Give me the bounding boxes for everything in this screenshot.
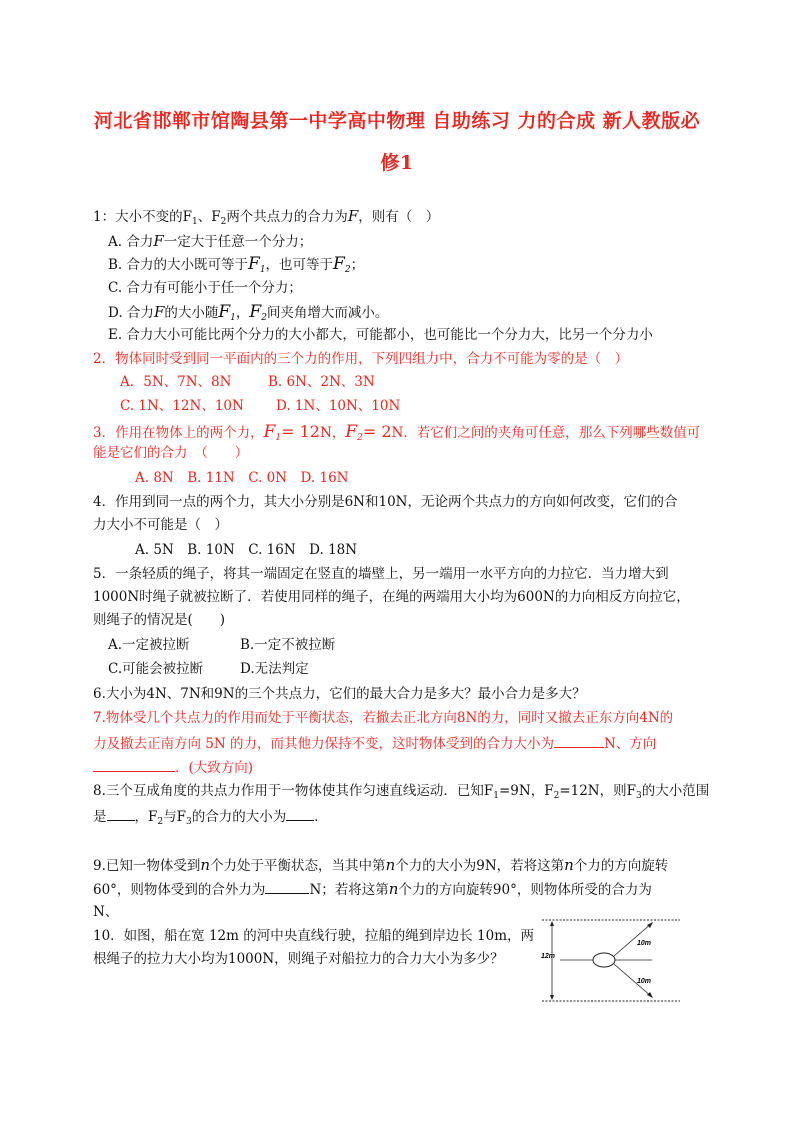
q4-options: A. 5N B. 10N C. 16N D. 18N — [135, 542, 358, 558]
q5-stem-cont2: 则绳子的情况是( ) — [93, 612, 226, 628]
q1-option-c: C. 合力有可能小于任一个分力； — [108, 280, 302, 296]
q9-stem-cont2: N、 — [93, 904, 119, 920]
q8-stem: 8.三个互成角度的共点力作用于一物体使其作匀速直线运动．已知$F_1=9N$，$F_2=12N$，则$F_3$的大小范围 — [93, 783, 710, 801]
q4-stem-cont: 力大小不可能是（ ） — [93, 517, 228, 533]
page-title-line2: 修1 — [380, 152, 414, 174]
answer-blank[interactable] — [93, 760, 175, 772]
q2-stem: 2．物体同时受到同一平面内的三个力的作用，下列四组力中，合力不可能为零的是（ ） — [93, 351, 629, 367]
q7-stem-cont2: ．(大致方向) — [93, 760, 253, 776]
q6-stem: 6.大小为4N、7N和9N的三个共点力，它们的最大合力是多大？最小合力是多大？ — [93, 686, 586, 702]
q1-option-d: D. 合力F的大小随$F_1$，$F_2$间夹角增大而减小。 — [108, 302, 389, 323]
q9-stem-cont: 60°，则物体受到的合外力为 N；若将这第n个力的方向旋转90°，则物体所受的合力为 — [93, 880, 652, 898]
q3-options: A. 8N B. 11N C. 0N D. 16N — [135, 470, 349, 486]
q5-stem: 5．一条轻质的绳子，将其一端固定在竖直的墙壁上，另一端用一水平方向的力拉它．当力增大到 — [93, 566, 669, 582]
q5-option-a: A.一定被拉断 — [108, 637, 190, 653]
answer-blank[interactable] — [107, 809, 135, 821]
q10-stem: 10．如图，船在宽 12m 的河中央直线行驶，拉船的绳到岸边长 10m，两 — [93, 928, 535, 944]
q1-option-b: B. 合力的大小既可等于$F_1$，也可等于$F_2$； — [108, 254, 365, 275]
q10-stem-cont: 根绳子的拉力大小均为1000N，则绳子对船拉力的合力大小为多少？ — [93, 951, 504, 967]
q2-option-c: C. 1N、12N、10N — [120, 398, 244, 414]
width-arrow-top — [550, 921, 554, 926]
rope-upper-arrow — [647, 922, 653, 928]
q2-option-d: D. 1N、10N、10N — [276, 398, 401, 414]
width-arrow-bottom — [550, 995, 554, 1000]
river-boat-figure — [540, 917, 682, 1007]
q3-stem: 3．作用在物体上的两个力，$F_1= 12N$，$F_2= 2N$．若它们之间的夹角可任意，那么下列哪些数值可 — [93, 422, 701, 443]
q5-option-b: B.一定不被拉断 — [240, 637, 336, 653]
q4-stem: 4．作用到同一点的两个力，其大小分别是6N和10N，无论两个共点力的方向如何改变，它们的合 — [93, 494, 678, 510]
rope-upper-label: 10m — [637, 940, 652, 947]
answer-blank[interactable] — [265, 882, 309, 894]
q2-option-a: A．5N、7N、8N — [120, 374, 232, 390]
q2-option-b: B. 6N、2N、3N — [268, 374, 375, 390]
answer-blank[interactable] — [554, 736, 604, 748]
width-label: 12m — [541, 953, 556, 960]
q5-option-d: D.无法判定 — [240, 661, 309, 677]
q1-option-e: E. 合力大小可能比两个分力的大小都大，可能都小，也可能比一个分力大，比另一个分力小 — [108, 327, 653, 343]
q5-option-c: C.可能会被拉断 — [108, 661, 204, 677]
q7-stem-cont: 力及撤去正南方向 5N 的力，而其他力保持不变，这时物体受到的合力大小为 N、方向 — [93, 736, 657, 752]
q3-stem-cont: 能是它们的合力 （ ） — [93, 445, 249, 461]
q7-stem: 7.物体受几个共点力的作用而处于平衡状态，若撤去正北方向8N的力，同时又撤去正东方向4N的 — [93, 710, 674, 726]
q8-stem-cont: 是 ，$F_2$与$F_3$的合力的大小为 ． — [93, 809, 328, 827]
page-title: 河北省邯郸市馆陶县第一中学高中物理 自助练习 力的合成 新人教版必 — [93, 110, 701, 132]
boat — [593, 953, 615, 967]
q1-option-a: A. 合力F一定大于任意一个分力； — [108, 232, 313, 250]
q1-stem: 1：大小不变的$F_1$、$F_2$两个共点力的合力为F，则有（ ） — [93, 207, 440, 227]
rope-lower-arrow — [647, 992, 653, 998]
answer-blank[interactable] — [286, 809, 314, 821]
q5-stem-cont1: 1000N时绳子就被拉断了．若使用同样的绳子，在绳的两端用大小均为600N的力向相反方向拉它， — [93, 589, 690, 605]
rope-lower-label: 10m — [637, 978, 652, 985]
q9-stem: 9.已知一物体受到n个力处于平衡状态，当其中第n个力的大小为9N，若将这第n个力的方向旋转 — [93, 856, 669, 874]
